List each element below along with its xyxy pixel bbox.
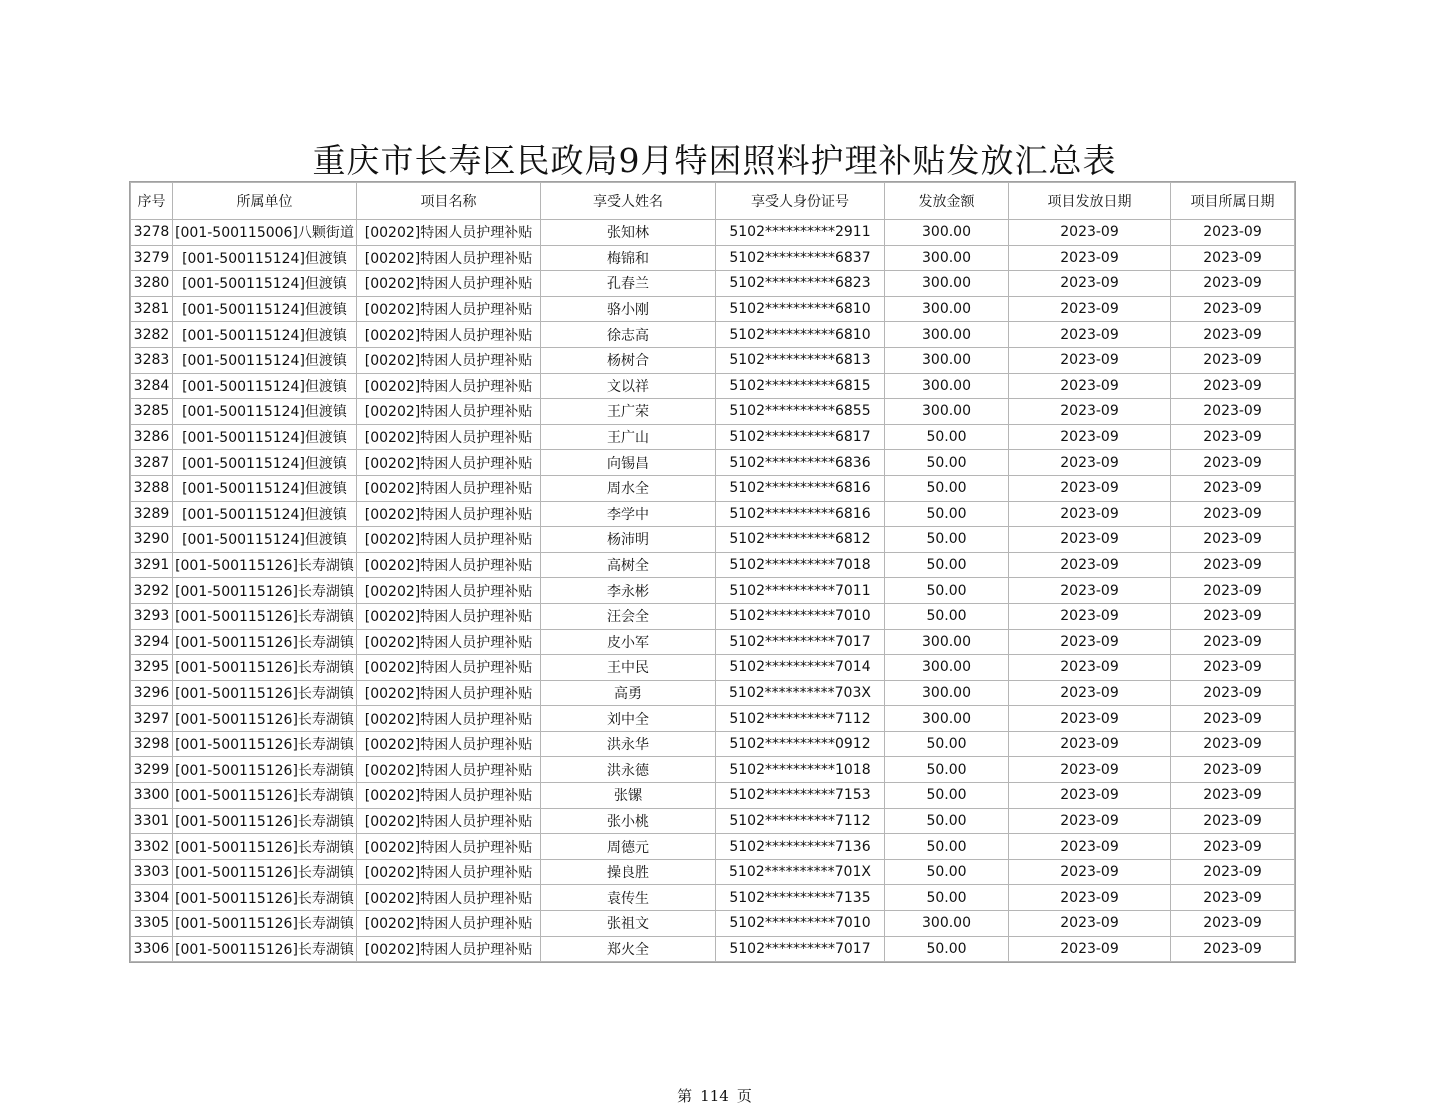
table-cell: 孔春兰: [541, 271, 716, 297]
table-cell: 汪会全: [541, 603, 716, 629]
table-row: [131, 808, 1295, 834]
table-cell: 高勇: [541, 680, 716, 706]
table-row: [131, 834, 1295, 860]
table-row: [131, 296, 1295, 322]
table-cell: 3301: [131, 808, 173, 834]
table-cell: 300.00: [885, 706, 1009, 732]
table-cell: 2023-09: [1009, 680, 1171, 706]
table-cell: 2023-09: [1009, 296, 1171, 322]
table-cell: 5102**********7112: [716, 808, 885, 834]
table-cell: 3304: [131, 885, 173, 911]
table-row: [131, 706, 1295, 732]
table-cell: [00202]特困人员护理补贴: [357, 757, 541, 783]
table-row: [131, 220, 1295, 246]
table-cell: 3292: [131, 578, 173, 604]
table-cell: 3300: [131, 783, 173, 809]
table-cell: 3303: [131, 859, 173, 885]
column-header: 享受人姓名: [541, 183, 716, 220]
table-cell: 2023-09: [1171, 629, 1295, 655]
table-cell: 3306: [131, 936, 173, 962]
table-cell: 2023-09: [1009, 527, 1171, 553]
table-cell: [001-500115124]但渡镇: [173, 399, 357, 425]
table-cell: 2023-09: [1009, 245, 1171, 271]
table-cell: 3299: [131, 757, 173, 783]
table-row: [131, 373, 1295, 399]
table-cell: 骆小刚: [541, 296, 716, 322]
table-cell: 2023-09: [1009, 911, 1171, 937]
table-cell: [001-500115124]但渡镇: [173, 373, 357, 399]
table-cell: [001-500115126]长寿湖镇: [173, 706, 357, 732]
header-row: [131, 183, 1295, 220]
page-footer: [0, 1085, 1429, 1106]
table-cell: 3293: [131, 603, 173, 629]
table-cell: [00202]特困人员护理补贴: [357, 706, 541, 732]
table-row: [131, 527, 1295, 553]
table-cell: 50.00: [885, 501, 1009, 527]
table-cell: [001-500115126]长寿湖镇: [173, 936, 357, 962]
table-row: [131, 859, 1295, 885]
table-cell: 300.00: [885, 296, 1009, 322]
table-cell: [001-500115124]但渡镇: [173, 501, 357, 527]
table-body: [131, 220, 1295, 962]
table-cell: [00202]特困人员护理补贴: [357, 322, 541, 348]
page-title: 重庆市长寿区民政局9月特困照料护理补贴发放汇总表: [312, 141, 1117, 180]
table-cell: 2023-09: [1171, 578, 1295, 604]
table-cell: 2023-09: [1009, 783, 1171, 809]
table-cell: [001-500115126]长寿湖镇: [173, 859, 357, 885]
column-header: 发放金额: [885, 183, 1009, 220]
page-number: 114: [700, 1087, 729, 1105]
table-cell: [00202]特困人员护理补贴: [357, 911, 541, 937]
table-cell: 3288: [131, 475, 173, 501]
table-cell: [001-500115126]长寿湖镇: [173, 808, 357, 834]
table-cell: 50.00: [885, 808, 1009, 834]
table-cell: 2023-09: [1009, 475, 1171, 501]
table-cell: 2023-09: [1171, 501, 1295, 527]
table-cell: 2023-09: [1009, 885, 1171, 911]
table-cell: [00202]特困人员护理补贴: [357, 859, 541, 885]
table-cell: 50.00: [885, 424, 1009, 450]
table-cell: 王广荣: [541, 399, 716, 425]
column-header: 序号: [131, 183, 173, 220]
table-cell: [00202]特困人员护理补贴: [357, 552, 541, 578]
subsidy-table: [130, 182, 1295, 962]
table-cell: 郑火全: [541, 936, 716, 962]
table-cell: [001-500115126]长寿湖镇: [173, 834, 357, 860]
table-cell: 3287: [131, 450, 173, 476]
table-cell: [001-500115124]但渡镇: [173, 475, 357, 501]
table-cell: [00202]特困人员护理补贴: [357, 680, 541, 706]
table-cell: 3281: [131, 296, 173, 322]
table-cell: [001-500115126]长寿湖镇: [173, 757, 357, 783]
table-cell: 300.00: [885, 629, 1009, 655]
table-cell: 王中民: [541, 655, 716, 681]
table-cell: 5102**********6816: [716, 475, 885, 501]
table-cell: 3296: [131, 680, 173, 706]
table-cell: 5102**********6812: [716, 527, 885, 553]
table-cell: 2023-09: [1171, 783, 1295, 809]
table-cell: 2023-09: [1171, 245, 1295, 271]
table-cell: 5102**********6815: [716, 373, 885, 399]
table-row: [131, 757, 1295, 783]
table-row: [131, 271, 1295, 297]
table-cell: 2023-09: [1009, 450, 1171, 476]
column-header: 所属单位: [173, 183, 357, 220]
column-header: 项目名称: [357, 183, 541, 220]
table-cell: [001-500115126]长寿湖镇: [173, 911, 357, 937]
table-cell: 向锡昌: [541, 450, 716, 476]
table-cell: 300.00: [885, 245, 1009, 271]
table-cell: 50.00: [885, 731, 1009, 757]
table-cell: 5102**********7010: [716, 603, 885, 629]
table-cell: 刘中全: [541, 706, 716, 732]
table-cell: 2023-09: [1171, 271, 1295, 297]
table-cell: 2023-09: [1009, 271, 1171, 297]
table-cell: 50.00: [885, 936, 1009, 962]
table-cell: 2023-09: [1171, 680, 1295, 706]
table-cell: 3284: [131, 373, 173, 399]
column-header: 项目所属日期: [1171, 183, 1295, 220]
table-cell: 2023-09: [1171, 399, 1295, 425]
table-cell: [00202]特困人员护理补贴: [357, 296, 541, 322]
table-cell: 2023-09: [1171, 552, 1295, 578]
table-cell: 5102**********2911: [716, 220, 885, 246]
table-cell: [001-500115124]但渡镇: [173, 527, 357, 553]
column-header: 项目发放日期: [1009, 183, 1171, 220]
table-cell: [00202]特困人员护理补贴: [357, 731, 541, 757]
table-cell: 50.00: [885, 527, 1009, 553]
table-cell: [001-500115124]但渡镇: [173, 322, 357, 348]
table-cell: [001-500115124]但渡镇: [173, 296, 357, 322]
table-cell: 3297: [131, 706, 173, 732]
table-cell: 3291: [131, 552, 173, 578]
table-cell: 2023-09: [1009, 501, 1171, 527]
table-cell: 300.00: [885, 911, 1009, 937]
table-cell: [001-500115126]长寿湖镇: [173, 629, 357, 655]
table-cell: 2023-09: [1171, 322, 1295, 348]
table-row: [131, 629, 1295, 655]
table-cell: [00202]特困人员护理补贴: [357, 578, 541, 604]
table-cell: 300.00: [885, 399, 1009, 425]
table-cell: 5102**********7011: [716, 578, 885, 604]
table-cell: 周德元: [541, 834, 716, 860]
table-cell: 300.00: [885, 347, 1009, 373]
table-cell: 50.00: [885, 552, 1009, 578]
table-cell: 5102**********7017: [716, 936, 885, 962]
table-cell: [00202]特困人员护理补贴: [357, 475, 541, 501]
table-cell: 2023-09: [1009, 373, 1171, 399]
table-row: [131, 578, 1295, 604]
table-cell: 王广山: [541, 424, 716, 450]
table-cell: [001-500115124]但渡镇: [173, 245, 357, 271]
table-cell: 3285: [131, 399, 173, 425]
table-cell: [001-500115126]长寿湖镇: [173, 603, 357, 629]
table-cell: 3289: [131, 501, 173, 527]
table-cell: 2023-09: [1171, 911, 1295, 937]
table-cell: 皮小军: [541, 629, 716, 655]
table-cell: 2023-09: [1171, 885, 1295, 911]
table-cell: 2023-09: [1171, 450, 1295, 476]
table-row: [131, 475, 1295, 501]
table-cell: 周水全: [541, 475, 716, 501]
table-cell: 50.00: [885, 603, 1009, 629]
table-cell: 2023-09: [1171, 731, 1295, 757]
table-cell: 5102**********701X: [716, 859, 885, 885]
table-cell: 张祖文: [541, 911, 716, 937]
table-cell: 2023-09: [1171, 834, 1295, 860]
table-cell: [00202]特困人员护理补贴: [357, 501, 541, 527]
table-cell: 李学中: [541, 501, 716, 527]
table-row: [131, 911, 1295, 937]
table-cell: 50.00: [885, 578, 1009, 604]
table-cell: 2023-09: [1009, 603, 1171, 629]
table-cell: 2023-09: [1171, 220, 1295, 246]
table-cell: 50.00: [885, 783, 1009, 809]
table-cell: 3298: [131, 731, 173, 757]
table-cell: 2023-09: [1009, 834, 1171, 860]
table-cell: [00202]特困人员护理补贴: [357, 885, 541, 911]
table-cell: 2023-09: [1009, 347, 1171, 373]
table-cell: [00202]特困人员护理补贴: [357, 245, 541, 271]
table-row: [131, 347, 1295, 373]
table-cell: [00202]特困人员护理补贴: [357, 347, 541, 373]
table-cell: 3295: [131, 655, 173, 681]
table-cell: 5102**********6813: [716, 347, 885, 373]
table-cell: 5102**********703X: [716, 680, 885, 706]
table-cell: 2023-09: [1009, 629, 1171, 655]
table-cell: 杨沛明: [541, 527, 716, 553]
table-cell: 操良胜: [541, 859, 716, 885]
table-cell: 300.00: [885, 655, 1009, 681]
table-cell: 杨树合: [541, 347, 716, 373]
table-cell: 2023-09: [1009, 859, 1171, 885]
table-cell: 5102**********7014: [716, 655, 885, 681]
table-cell: 5102**********7153: [716, 783, 885, 809]
table-cell: 2023-09: [1171, 757, 1295, 783]
table-cell: 2023-09: [1009, 757, 1171, 783]
table-cell: 2023-09: [1009, 936, 1171, 962]
table-row: [131, 450, 1295, 476]
table-cell: 300.00: [885, 220, 1009, 246]
table-cell: 梅锦和: [541, 245, 716, 271]
table-cell: 3294: [131, 629, 173, 655]
table-cell: [001-500115124]但渡镇: [173, 347, 357, 373]
table-cell: 2023-09: [1171, 296, 1295, 322]
table-cell: [001-500115126]长寿湖镇: [173, 885, 357, 911]
table-cell: 3280: [131, 271, 173, 297]
table-cell: 5102**********6836: [716, 450, 885, 476]
footer-prefix: 第: [677, 1087, 693, 1105]
table-cell: 高树全: [541, 552, 716, 578]
table-cell: 张小桃: [541, 808, 716, 834]
table-row: [131, 680, 1295, 706]
table-cell: 5102**********7112: [716, 706, 885, 732]
table-cell: 300.00: [885, 322, 1009, 348]
table-cell: 5102**********6817: [716, 424, 885, 450]
table-cell: 2023-09: [1009, 220, 1171, 246]
table-cell: 5102**********6810: [716, 322, 885, 348]
table-row: [131, 731, 1295, 757]
table-cell: [001-500115126]长寿湖镇: [173, 731, 357, 757]
table-cell: 5102**********1018: [716, 757, 885, 783]
table-cell: 张镙: [541, 783, 716, 809]
table-cell: 5102**********6816: [716, 501, 885, 527]
table-cell: 50.00: [885, 475, 1009, 501]
table-cell: 2023-09: [1009, 552, 1171, 578]
table-row: [131, 655, 1295, 681]
table-cell: 5102**********6810: [716, 296, 885, 322]
table-cell: 3286: [131, 424, 173, 450]
table-cell: 3290: [131, 527, 173, 553]
table-row: [131, 322, 1295, 348]
table-cell: 5102**********6837: [716, 245, 885, 271]
table-row: [131, 501, 1295, 527]
table-cell: 2023-09: [1171, 808, 1295, 834]
table-cell: [001-500115126]长寿湖镇: [173, 680, 357, 706]
table-cell: 2023-09: [1009, 808, 1171, 834]
table-cell: [00202]特困人员护理补贴: [357, 808, 541, 834]
table-cell: 洪永华: [541, 731, 716, 757]
table-cell: [00202]特困人员护理补贴: [357, 424, 541, 450]
table-cell: 3305: [131, 911, 173, 937]
table-row: [131, 603, 1295, 629]
table-cell: [00202]特困人员护理补贴: [357, 220, 541, 246]
table-cell: 徐志高: [541, 322, 716, 348]
table-cell: 2023-09: [1009, 731, 1171, 757]
table-header: [131, 183, 1295, 220]
table-cell: 2023-09: [1171, 527, 1295, 553]
table-cell: [001-500115006]八颗街道: [173, 220, 357, 246]
table-cell: 2023-09: [1009, 424, 1171, 450]
table-cell: 5102**********6823: [716, 271, 885, 297]
table-cell: 3302: [131, 834, 173, 860]
table-row: [131, 936, 1295, 962]
table-cell: 文以祥: [541, 373, 716, 399]
table-cell: 3278: [131, 220, 173, 246]
table-cell: [00202]特困人员护理补贴: [357, 629, 541, 655]
table-cell: 50.00: [885, 757, 1009, 783]
table-cell: 5102**********7017: [716, 629, 885, 655]
footer-suffix: 页: [736, 1087, 752, 1105]
table-cell: 2023-09: [1171, 859, 1295, 885]
table-cell: 50.00: [885, 859, 1009, 885]
table-row: [131, 885, 1295, 911]
table-cell: 李永彬: [541, 578, 716, 604]
table-cell: [00202]特困人员护理补贴: [357, 450, 541, 476]
table-cell: 2023-09: [1009, 706, 1171, 732]
table-cell: 5102**********7018: [716, 552, 885, 578]
table-cell: [00202]特困人员护理补贴: [357, 271, 541, 297]
column-header: 享受人身份证号: [716, 183, 885, 220]
table-cell: 50.00: [885, 834, 1009, 860]
table-cell: [001-500115124]但渡镇: [173, 271, 357, 297]
table-cell: 张知林: [541, 220, 716, 246]
table-row: [131, 783, 1295, 809]
table-row: [131, 399, 1295, 425]
table-cell: [00202]特困人员护理补贴: [357, 834, 541, 860]
table-cell: 300.00: [885, 271, 1009, 297]
table-cell: [001-500115124]但渡镇: [173, 424, 357, 450]
table-cell: 2023-09: [1171, 936, 1295, 962]
table-cell: 50.00: [885, 885, 1009, 911]
table-cell: 2023-09: [1171, 706, 1295, 732]
table-row: [131, 552, 1295, 578]
table-cell: 2023-09: [1171, 373, 1295, 399]
table-cell: [001-500115124]但渡镇: [173, 450, 357, 476]
table-row: [131, 245, 1295, 271]
table-cell: [00202]特困人员护理补贴: [357, 783, 541, 809]
table-cell: 袁传生: [541, 885, 716, 911]
table-cell: [00202]特困人员护理补贴: [357, 655, 541, 681]
table-cell: 300.00: [885, 680, 1009, 706]
table-cell: 3282: [131, 322, 173, 348]
table-cell: [001-500115126]长寿湖镇: [173, 655, 357, 681]
table-cell: 50.00: [885, 450, 1009, 476]
table-cell: 2023-09: [1171, 347, 1295, 373]
table-cell: 2023-09: [1009, 578, 1171, 604]
table-cell: 300.00: [885, 373, 1009, 399]
table-cell: 洪永德: [541, 757, 716, 783]
table-cell: 5102**********7135: [716, 885, 885, 911]
table-cell: 2023-09: [1009, 399, 1171, 425]
table-cell: [00202]特困人员护理补贴: [357, 527, 541, 553]
table-cell: 2023-09: [1009, 322, 1171, 348]
table-cell: 2023-09: [1171, 603, 1295, 629]
table-cell: [001-500115126]长寿湖镇: [173, 578, 357, 604]
table-cell: [001-500115126]长寿湖镇: [173, 552, 357, 578]
table-row: [131, 424, 1295, 450]
table-cell: 5102**********7010: [716, 911, 885, 937]
table-cell: 2023-09: [1009, 655, 1171, 681]
table-cell: [00202]特困人员护理补贴: [357, 399, 541, 425]
table-cell: 2023-09: [1171, 475, 1295, 501]
table-cell: 5102**********0912: [716, 731, 885, 757]
table-cell: 2023-09: [1171, 424, 1295, 450]
table-cell: 2023-09: [1171, 655, 1295, 681]
table-cell: 3279: [131, 245, 173, 271]
table-cell: 5102**********6855: [716, 399, 885, 425]
table-cell: [00202]特困人员护理补贴: [357, 373, 541, 399]
table-cell: [001-500115126]长寿湖镇: [173, 783, 357, 809]
table-cell: [00202]特困人员护理补贴: [357, 936, 541, 962]
table-cell: 3283: [131, 347, 173, 373]
table-cell: [00202]特困人员护理补贴: [357, 603, 541, 629]
table-cell: 5102**********7136: [716, 834, 885, 860]
